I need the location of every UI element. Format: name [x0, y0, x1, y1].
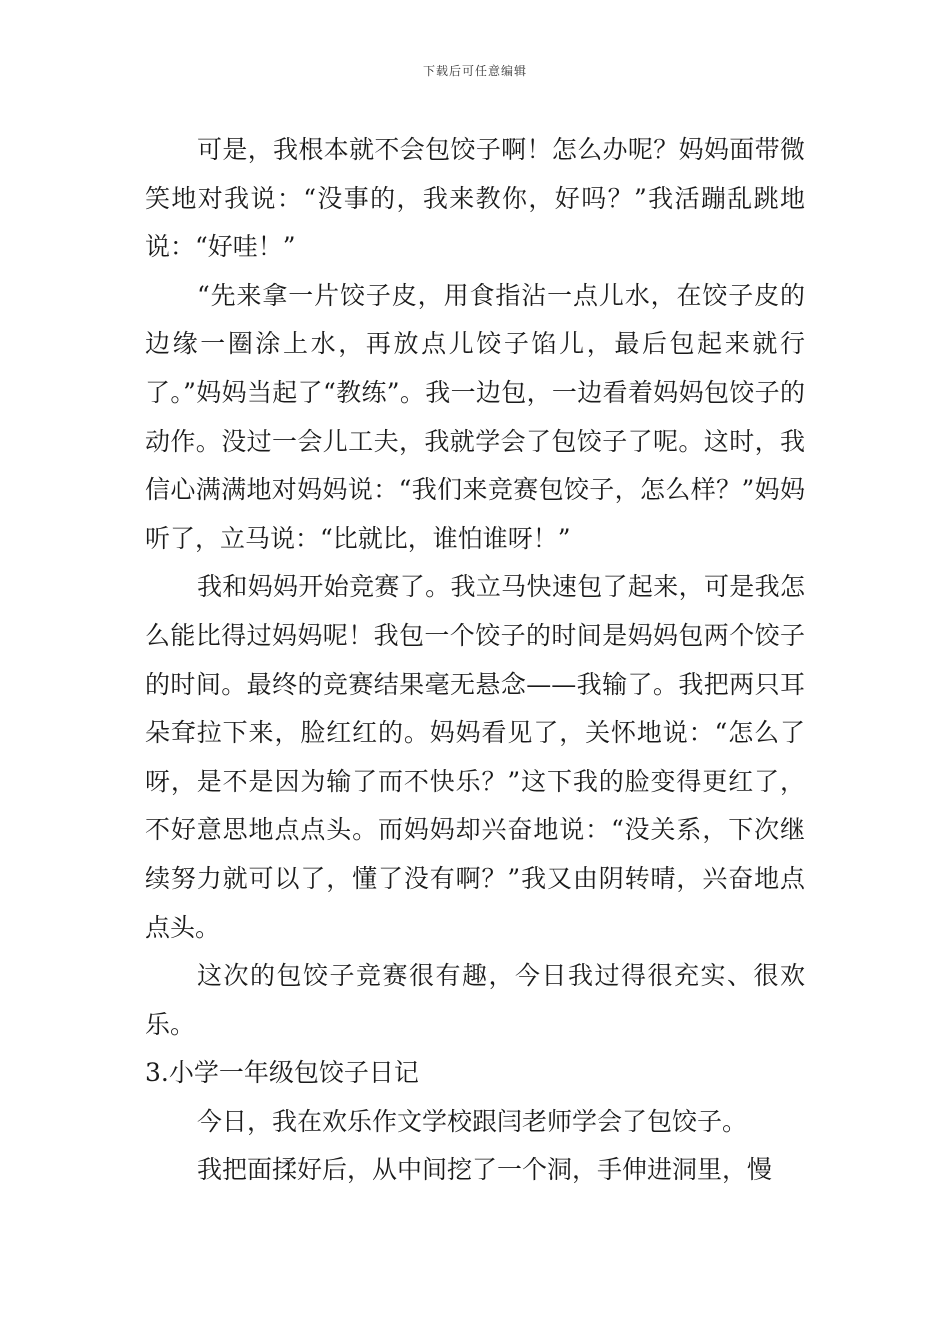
paragraph: 这次的包饺子竞赛很有趣，今日我过得很充实、很欢乐。	[145, 961, 805, 1039]
page-header: 下载后可任意编辑	[422, 64, 527, 78]
document-body	[145, 126, 805, 1195]
paragraph: 可是，我根本就不会包饺子啊！怎么办呢？妈妈面带微笑地对我说：“没事的，我来教你，好吗？”我活蹦乱跳地说：“好哇！”	[145, 135, 805, 262]
paragraph: 我和妈妈开始竞赛了。我立马快速包了起来，可是我怎么能比得过妈妈呢！我包一个饺子的时间是妈妈包两个饺子的时间。最终的竞赛结果毫无悬念——我输了。我把两只耳朵耷拉下来，脸红红的。妈妈看见了，关怀地说：“怎么了呀，是不是因为输了而不快乐？”这下我的脸变得更红了，不好意思地点点头。而妈妈却兴奋地说：“没关系，下次继续努力就可以了，懂了没有啊？”我又由阴转晴，兴奋地点点头。	[145, 572, 805, 942]
paragraph: “先来拿一片饺子皮，用食指沾一点儿水，在饺子皮的边缘一圈涂上水，再放点儿饺子馅儿，最后包起来就行了。”妈妈当起了“教练”。我一边包，一边看着妈妈包饺子的动作。没过一会儿工夫，我就学会了包饺子了呢。这时，我信心满满地对妈妈说：“我们来竞赛包饺子，怎么样？”妈妈听了，立马说：“比就比，谁怕谁呀！”	[145, 280, 805, 553]
section-heading: 3.小学一年级包饺子日记	[145, 1058, 419, 1088]
paragraph: 今日，我在欢乐作文学校跟闫老师学会了包饺子。	[197, 1106, 748, 1136]
paragraph: 我把面揉好后，从中间挖了一个洞，手伸进洞里，慢	[197, 1155, 773, 1185]
